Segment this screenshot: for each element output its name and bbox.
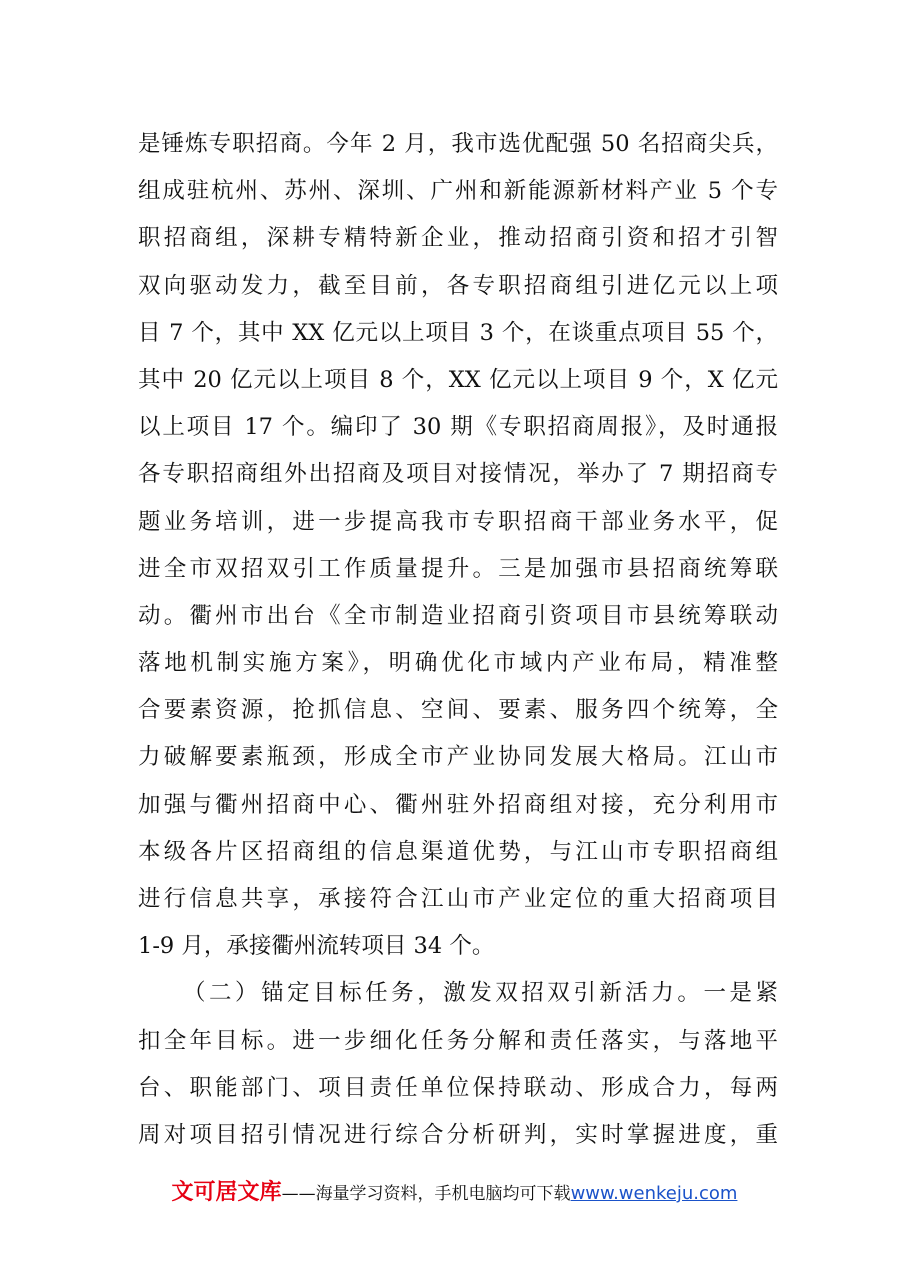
text-line: 落地机制实施方案》，明确优化市域内产业布局，精准整: [138, 650, 778, 677]
text-line: 目 7 个，其中 XX 亿元以上项目 3 个，在谈重点项目 55 个，: [138, 319, 778, 346]
section-heading-line: （二）锚定目标任务，激发双招双引新活力。一是紧: [183, 980, 778, 1007]
footer-banner: [0, 1175, 909, 1206]
paragraph-end-line: 1-9 月，承接衢州流转项目 34 个。: [138, 933, 495, 960]
text-line: 本级各片区招商组的信息渠道优势，与江山市专职招商组: [138, 838, 778, 865]
text-line: 加强与衢州招商中心、衢州驻外招商组对接，充分利用市: [138, 791, 778, 818]
text-line: 其中 20 亿元以上项目 8 个，XX 亿元以上项目 9 个，X 亿元: [138, 366, 778, 393]
text-line: 动。衢州市出台《全市制造业招商引资项目市县统筹联动: [138, 602, 778, 629]
brand-name: 文可居文库: [171, 1180, 282, 1205]
document-body: [138, 121, 778, 1159]
website-link[interactable]: www.wenkeju.com: [570, 1183, 738, 1204]
text-line: 进全市双招双引工作质量提升。三是加强市县招商统筹联: [138, 555, 778, 582]
text-line: 周对项目招引情况进行综合分析研判，实时掌握进度，重: [138, 1121, 778, 1148]
text-line: 力破解要素瓶颈，形成全市产业协同发展大格局。江山市: [138, 744, 778, 771]
text-line: 合要素资源，抢抓信息、空间、要素、服务四个统筹，全: [138, 697, 778, 724]
text-line: 进行信息共享，承接符合江山市产业定位的重大招商项目: [138, 886, 778, 912]
text-line: 职招商组，深耕专精特新企业，推动招商引资和招才引智: [138, 225, 778, 252]
text-line: 双向驱动发力，截至目前，各专职招商组引进亿元以上项: [138, 272, 778, 299]
footer-tagline: ——海量学习资料，手机电脑均可下载: [281, 1184, 571, 1204]
text-line: 是锤炼专职招商。今年 2 月，我市选优配强 50 名招商尖兵，: [138, 131, 778, 157]
text-line: 扣全年目标。进一步细化任务分解和责任落实，与落地平: [138, 1027, 778, 1054]
text-line: 组成驻杭州、苏州、深圳、广州和新能源新材料产业 5 个专: [138, 178, 778, 205]
text-line: 题业务培训，进一步提高我市专职招商干部业务水平，促: [138, 508, 778, 535]
text-line: 以上项目 17 个。编印了 30 期《专职招商周报》，及时通报: [138, 414, 778, 441]
text-line: 各专职招商组外出招商及项目对接情况，举办了 7 期招商专: [138, 461, 778, 488]
text-line: 台、职能部门、项目责任单位保持联动、形成合力，每两: [138, 1074, 778, 1101]
